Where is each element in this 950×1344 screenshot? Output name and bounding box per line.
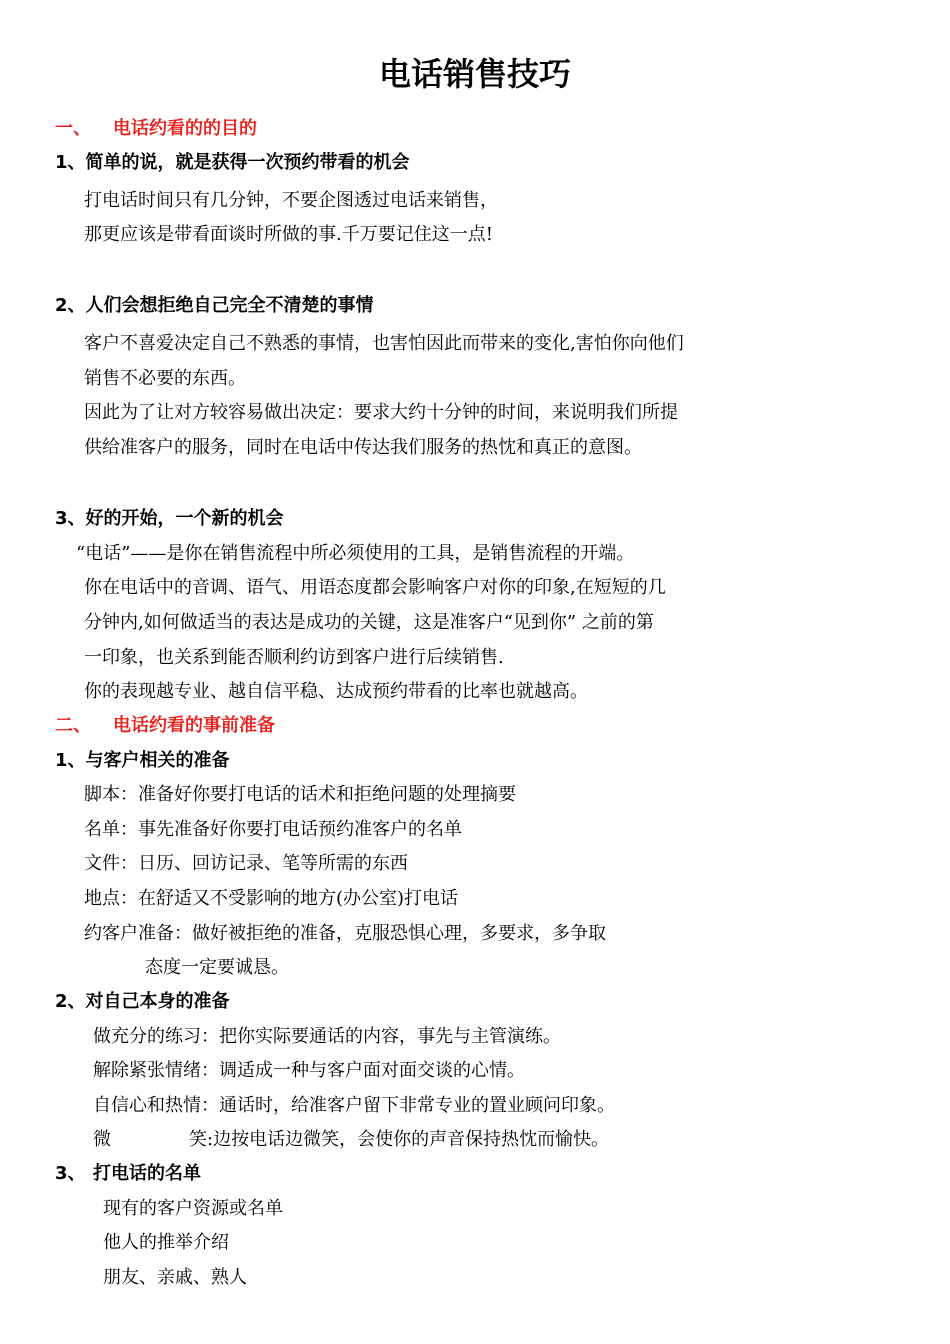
section-number: 二、 [55,715,91,736]
section-heading: 电话约看的事前准备 [113,715,275,736]
paragraph-line: 那更应该是带看面谈时所做的事.千万要记住这一点! [84,224,493,245]
paragraph-line: 销售不必要的东西。 [84,368,246,389]
paragraph-line: 做充分的练习：把你实际要通话的内容，事先与主管演练。 [93,1026,561,1047]
paragraph-line: 笑:边按电话边微笑，会使你的声音保持热忱而愉快。 [189,1129,610,1150]
paragraph-line: 客户不喜爱决定自己不熟悉的事情，也害怕因此而带来的变化,害怕你向他们 [84,333,684,354]
paragraph-line: 名单：事先准备好你要打电话预约准客户的名单 [84,819,462,840]
paragraph-line: 自信心和热情：通话时，给准客户留下非常专业的置业顾问印象。 [93,1095,615,1116]
subsection-heading: 2、人们会想拒绝自己完全不清楚的事情 [55,295,374,316]
paragraph-line-smile-label: 微 [93,1129,111,1150]
list-item: 现有的客户资源或名单 [103,1198,283,1219]
section-number: 一、 [55,118,91,139]
paragraph-line: “电话”——是你在销售流程中所必须使用的工具，是销售流程的开端。 [76,543,635,564]
page-title: 电话销售技巧 [378,55,571,93]
list-item: 朋友、亲戚、熟人 [103,1267,247,1288]
paragraph-line: 因此为了让对方较容易做出决定：要求大约十分钟的时间，来说明我们所提 [84,402,678,423]
paragraph-line: 地点：在舒适又不受影响的地方(办公室)打电话 [84,888,459,909]
paragraph-line: 你的表现越专业、越自信平稳、达成预约带看的比率也就越高。 [84,681,588,702]
paragraph-line: 供给准客户的服务，同时在电话中传达我们服务的热忱和真正的意图。 [84,437,642,458]
paragraph-line: 态度一定要诚恳。 [145,957,289,978]
paragraph-line: 一印象，也关系到能否顺利约访到客户进行后续销售. [84,647,504,668]
subsection-heading: 打电话的名单 [93,1163,201,1184]
paragraph-line: 分钟内,如何做适当的表达是成功的关键，这是准客户“见到你” 之前的第 [84,612,654,633]
subsection-heading: 2、对自己本身的准备 [55,991,230,1012]
subsection-number: 3、 [55,1163,86,1184]
subsection-heading: 3、好的开始，一个新的机会 [55,508,284,529]
paragraph-line: 打电话时间只有几分钟，不要企图透过电话来销售， [84,190,498,211]
paragraph-line: 文件：日历、回访记录、笔等所需的东西 [84,853,408,874]
paragraph-line: 脚本：准备好你要打电话的话术和拒绝问题的处理摘要 [84,784,516,805]
paragraph-line: 你在电话中的音调、语气、用语态度都会影响客户对你的印象,在短短的几 [84,577,666,598]
list-item: 他人的推举介绍 [103,1232,229,1253]
section-heading: 电话约看的的目的 [113,118,257,139]
paragraph-line: 解除紧张情绪：调适成一种与客户面对面交谈的心情。 [93,1060,525,1081]
paragraph-line: 约客户准备：做好被拒绝的准备，克服恐惧心理，多要求，多争取 [84,923,606,944]
subsection-heading: 1、简单的说，就是获得一次预约带看的机会 [55,152,410,173]
subsection-heading: 1、与客户相关的准备 [55,750,230,771]
